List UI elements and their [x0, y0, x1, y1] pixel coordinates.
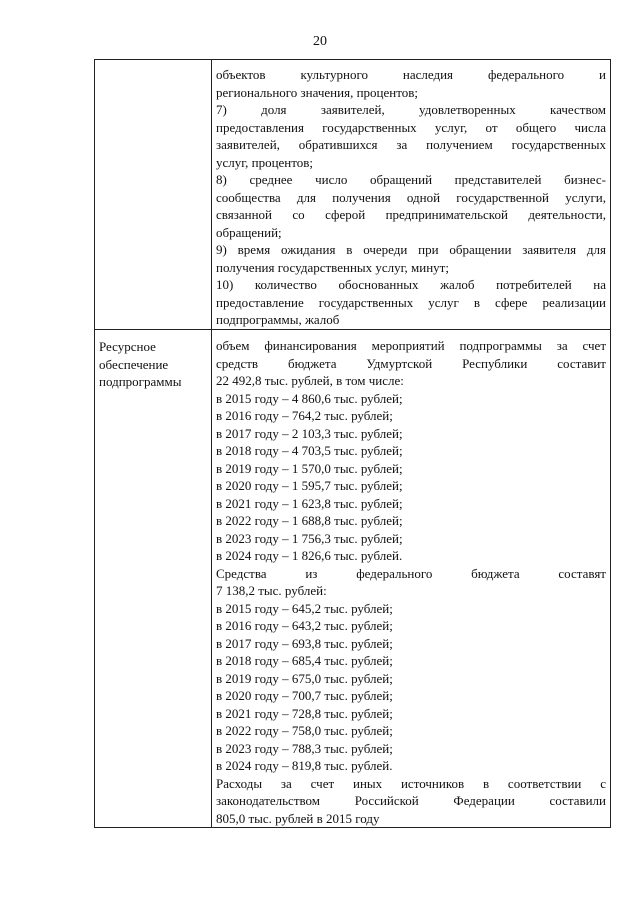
content-line: 7) доля заявителей, удовлетворенных качеством — [216, 102, 606, 117]
content-line: в 2021 году – 1 623,8 тыс. рублей; — [216, 495, 403, 511]
content-line: объектов культурного наследия федерального и — [216, 67, 606, 82]
content-line: сообщества для получения одной государственной услуги, — [216, 189, 606, 205]
content-line: 22 492,8 тыс. рублей, в том числе: — [216, 373, 404, 388]
content-line: 8) среднее число обращений представителей бизнес- — [216, 172, 606, 187]
content-line: Средства из федерального бюджета составят — [216, 565, 606, 581]
row-label — [95, 60, 211, 68]
content-line: в 2019 году – 1 570,0 тыс. рублей; — [216, 460, 403, 476]
row-label-line: обеспечение — [99, 356, 169, 372]
content-line: в 2024 году – 819,8 тыс. рублей. — [216, 758, 393, 773]
content-line: 9) время ожидания в очереди при обращении заявителя для — [216, 242, 606, 257]
content-line: предоставление государственных услуг в сфере реализации — [216, 294, 606, 310]
row-label-cell — [95, 60, 212, 330]
content-line: заявителей, обратившихся за получением государственных — [216, 137, 606, 152]
content-line: в 2022 году – 758,0 тыс. рублей; — [216, 723, 393, 738]
content-line: 10) количество обоснованных жалоб потребителей на — [216, 277, 606, 292]
content-line: предоставления государственных услуг, от общего числа — [216, 119, 606, 135]
content-line: в 2023 году – 1 756,3 тыс. рублей; — [216, 530, 403, 546]
content-line: в 2016 году – 764,2 тыс. рублей; — [216, 408, 393, 423]
content-line: в 2018 году – 685,4 тыс. рублей; — [216, 653, 393, 668]
content-line: подпрограммы, жалоб — [216, 312, 340, 327]
content-line: средств бюджета Удмуртской Республики составит — [216, 355, 606, 371]
content-line: 805,0 тыс. рублей в 2015 году — [216, 810, 380, 826]
content-line: в 2018 году – 4 703,5 тыс. рублей; — [216, 443, 403, 458]
row-content-cell — [212, 330, 611, 828]
content-line: получения государственных услуг, минут; — [216, 259, 449, 275]
row-label-cell — [95, 330, 212, 828]
content-line: объем финансирования мероприятий подпрограммы за счет — [216, 338, 606, 353]
content-line: в 2017 году – 693,8 тыс. рублей; — [216, 635, 393, 651]
content-line: Расходы за счет иных источников в соответствии с — [216, 775, 606, 791]
table-row-indicators — [95, 60, 611, 330]
content-line: услуг, процентов; — [216, 154, 314, 170]
page-number: 20 — [313, 34, 327, 49]
content-line: в 2017 году – 2 103,3 тыс. рублей; — [216, 425, 403, 441]
content-line: в 2020 году – 1 595,7 тыс. рублей; — [216, 478, 403, 493]
content-line: в 2022 году – 1 688,8 тыс. рублей; — [216, 513, 403, 528]
table-row-resource-provision — [95, 330, 611, 828]
content-line: в 2023 году – 788,3 тыс. рублей; — [216, 740, 393, 756]
content-line: в 2015 году – 645,2 тыс. рублей; — [216, 600, 393, 616]
content-line: в 2016 году – 643,2 тыс. рублей; — [216, 618, 393, 633]
row-content-cell — [212, 60, 611, 330]
content-line: в 2019 году – 675,0 тыс. рублей; — [216, 670, 393, 686]
row-label — [95, 330, 211, 391]
content-line: законодательством Российской Федерации составили — [216, 793, 606, 808]
content-line: в 2021 году – 728,8 тыс. рублей; — [216, 705, 393, 721]
row-label-line: Ресурсное — [99, 339, 156, 354]
row-content — [212, 330, 610, 827]
content-line: в 2020 году – 700,7 тыс. рублей; — [216, 688, 393, 703]
document-table — [94, 59, 611, 828]
content-line: в 2024 году – 1 826,6 тыс. рублей. — [216, 548, 403, 563]
content-line: связанной со сферой предпринимательской деятельности, — [216, 207, 606, 222]
row-label-line: подпрограммы — [99, 374, 182, 389]
content-line: в 2015 году – 4 860,6 тыс. рублей; — [216, 390, 403, 406]
content-line: обращений; — [216, 224, 282, 240]
row-content — [212, 60, 610, 329]
content-line: регионального значения, процентов; — [216, 84, 418, 100]
content-line: 7 138,2 тыс. рублей: — [216, 583, 327, 598]
